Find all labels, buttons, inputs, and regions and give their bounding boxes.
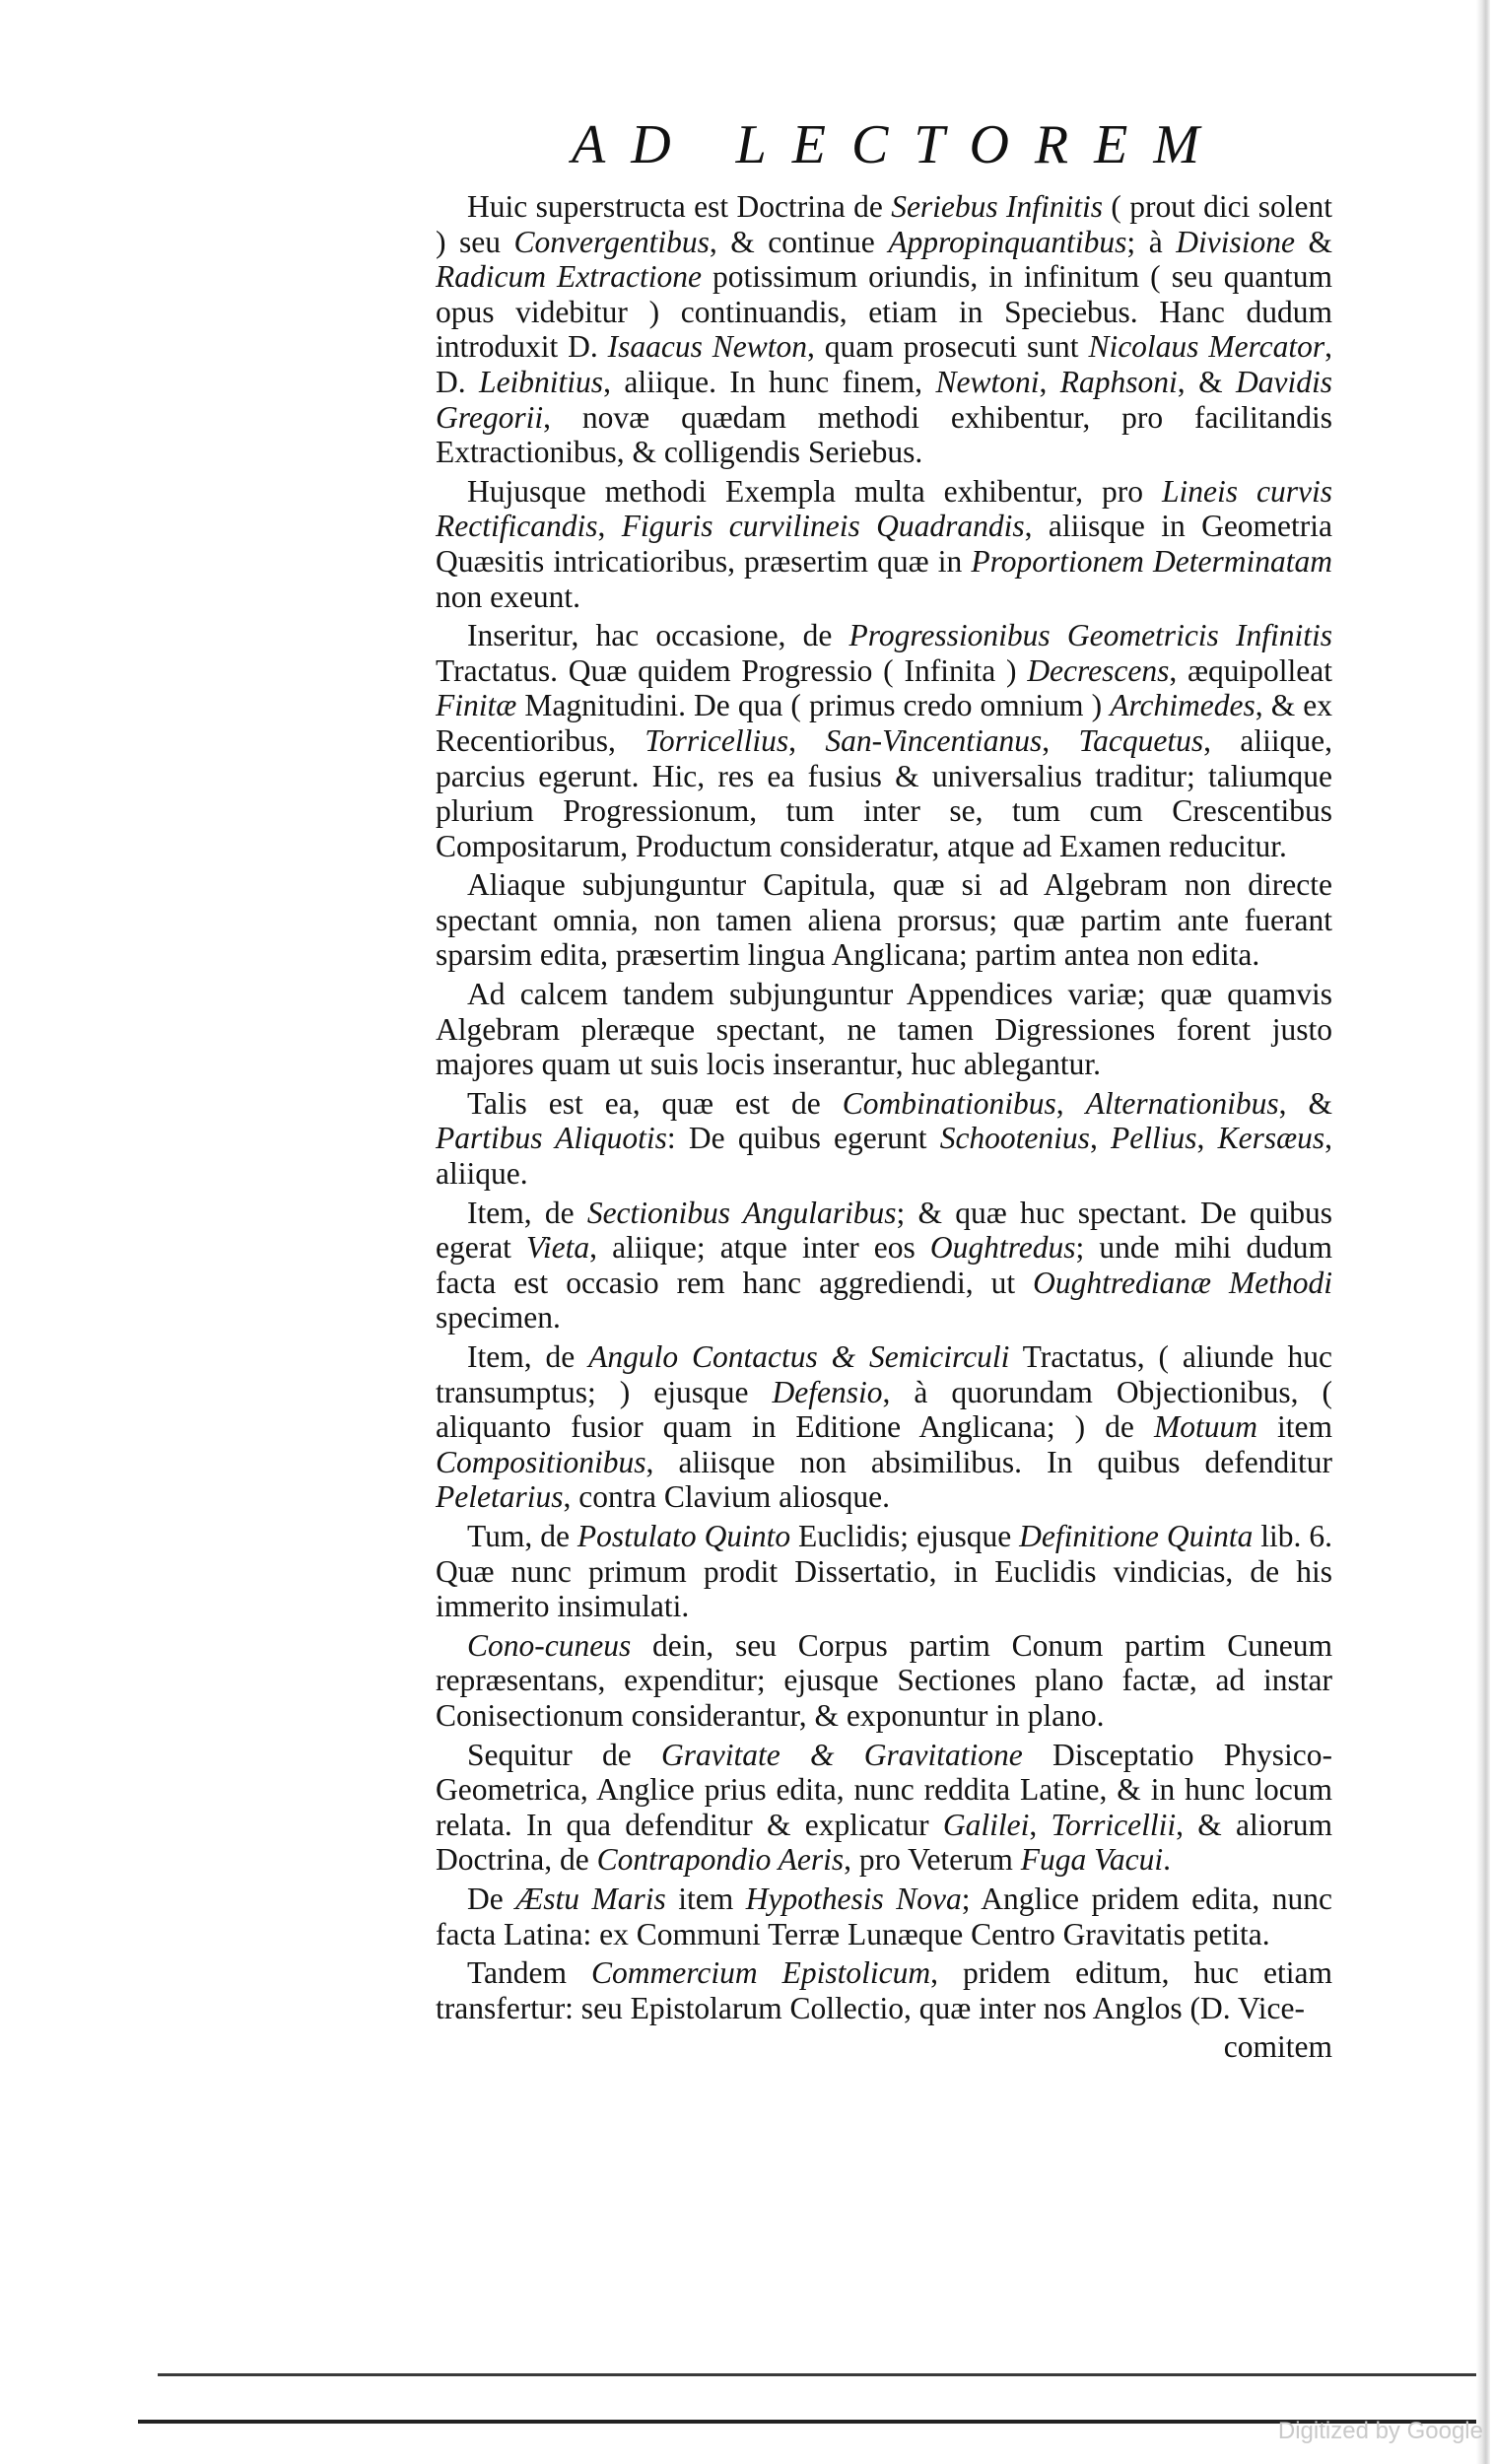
- italic-term: Peletarius: [436, 1479, 564, 1515]
- italic-term: Isaacus Newton: [607, 329, 808, 365]
- text-run: , &: [1177, 364, 1236, 399]
- italic-term: San-Vincentianus: [825, 722, 1043, 758]
- text-run: ,: [1039, 364, 1060, 399]
- italic-term: Combinationibus: [842, 1085, 1056, 1121]
- italic-term: Archimedes: [1110, 688, 1255, 723]
- text-run: ,: [1089, 1121, 1112, 1156]
- paragraph: [436, 618, 1332, 863]
- italic-term: Vieta: [526, 1230, 590, 1266]
- paragraph: [436, 1196, 1332, 1335]
- text-run: , à quorundam Objectionibus, ( aliquanto fusior quam in Editione Anglicana; ) de: [436, 1374, 1332, 1445]
- text-run: dein, seu Corpus partim Conum partim Cuneum repræsentans, expenditur; ejusque Sectiones plano factæ, ad instar Conisectionum considerantur, & exponuntur in plano.: [436, 1627, 1332, 1733]
- italic-term: Seriebus Infinitis: [891, 189, 1104, 224]
- page-edge-shadow: [1476, 0, 1490, 2464]
- catchword: comitem: [1223, 2029, 1332, 2065]
- italic-term: Schootenius: [939, 1121, 1090, 1156]
- text-run: , aliique.: [436, 1121, 1333, 1192]
- text-run: Inseritur, hac occasione, de: [467, 618, 849, 653]
- text-run: non exeunt.: [436, 579, 580, 614]
- text-run: specimen.: [436, 1300, 561, 1335]
- italic-term: Hypothesis Nova: [745, 1881, 962, 1916]
- italic-term: Postulato Quinto: [577, 1518, 791, 1553]
- text-run: , æquipolleat: [1169, 652, 1332, 688]
- italic-term: Kersæus: [1217, 1121, 1325, 1156]
- text-run: .: [1163, 1842, 1172, 1878]
- text-run: Aliaque subjunguntur Capitula, quæ si ad Algebram non directe spectant omnia, non tamen aliena prorsus; quæ partim ante fuerant sparsim edita, præsertim lingua Anglicana; partim antea non edita.: [436, 867, 1332, 973]
- paragraph: [436, 1955, 1332, 2025]
- italic-term: Radicum Extractione: [436, 259, 702, 295]
- text-run: Sequitur de: [467, 1737, 662, 1772]
- text-run: : De quibus egerunt: [666, 1121, 940, 1156]
- italic-term: Decrescens: [1027, 652, 1170, 688]
- bottom-rule: [158, 2373, 1483, 2376]
- text-run: Tum, de: [467, 1518, 577, 1553]
- paragraph: [436, 189, 1332, 470]
- italic-term: Commercium Epistolicum: [591, 1955, 931, 1991]
- italic-term: Tacquetus: [1078, 722, 1204, 758]
- paragraph: [436, 1628, 1332, 1734]
- italic-term: Davidis Gregorii: [436, 364, 1332, 435]
- text-run: Disceptatio Physico-Geometrica, Anglice prius edita, nunc reddita Latine, & in hunc locum relata. In qua defenditur & explicatur: [436, 1737, 1332, 1842]
- text-run: , & continue: [709, 224, 889, 259]
- text-run: ,: [1029, 1807, 1052, 1842]
- text-run: , quam prosecuti sunt: [807, 329, 1089, 365]
- page-title: AD LECTOREM: [572, 114, 1225, 175]
- italic-term: Appropinquantibus: [888, 224, 1127, 259]
- italic-term: Figuris curvilineis Quadrandis: [621, 509, 1025, 544]
- italic-term: Pellius: [1111, 1121, 1197, 1156]
- paragraph: [436, 1738, 1332, 1878]
- italic-term: Oughtredus: [929, 1230, 1076, 1266]
- text-run: , & ex Recentioribus,: [436, 688, 1333, 758]
- body-text: [436, 189, 1332, 2065]
- italic-term: Definitione Quinta: [1019, 1518, 1254, 1553]
- text-run: ,: [1042, 722, 1079, 758]
- text-run: ( prout dici solent ) seu: [436, 189, 1332, 259]
- text-run: Ad calcem tandem subjunguntur Appendices variæ; quæ quamvis Algebram pleræque spectant, ne tamen Digressiones forent justo majores quam ut suis locis inserantur, huc ablegantur.: [436, 977, 1332, 1082]
- italic-term: Contrapondio Aeris: [596, 1842, 845, 1878]
- text-run: , aliique; atque inter eos: [589, 1230, 930, 1266]
- text-run: ; unde mihi dudum facta est occasio rem hanc aggrediendi, ut: [436, 1230, 1332, 1300]
- digitization-watermark: Digitized by Google: [1277, 2418, 1483, 2444]
- italic-term: Defensio: [772, 1374, 883, 1409]
- paragraph: [436, 1339, 1332, 1515]
- italic-term: Raphsoni: [1059, 364, 1178, 399]
- italic-term: Galilei: [942, 1807, 1030, 1842]
- text-run: , novæ quædam methodi exhibentur, pro facilitandis Extractionibus, & colligendis Seriebus.: [436, 399, 1332, 470]
- text-run: Tractatus. Quæ quidem Progressio ( Infinita ): [436, 652, 1028, 688]
- italic-term: Gravitate & Gravitatione: [661, 1737, 1023, 1772]
- italic-term: Alternationibus: [1085, 1085, 1279, 1121]
- text-run: item: [665, 1881, 746, 1916]
- text-run: Item, de: [467, 1339, 589, 1374]
- text-run: item: [1256, 1409, 1332, 1445]
- text-run: , D.: [436, 329, 1333, 399]
- text-run: ,: [1055, 1085, 1086, 1121]
- paragraph: [436, 977, 1332, 1082]
- text-run: , aliique. In hunc finem,: [603, 364, 936, 399]
- text-run: Hujusque methodi Exempla multa exhibentur, pro: [467, 473, 1162, 509]
- text-run: ,: [597, 509, 622, 544]
- italic-term: Æstu Maris: [515, 1881, 666, 1916]
- italic-term: Torricellii: [1051, 1807, 1177, 1842]
- paragraph: [436, 1882, 1332, 1951]
- paragraph: [436, 474, 1332, 614]
- text-run: , aliisque in Geometria Quæsitis intricatioribus, præsertim quæ in: [436, 509, 1333, 579]
- paragraph: [436, 1519, 1332, 1624]
- text-run: Magnitudini. De qua ( primus credo omnium ): [516, 688, 1111, 723]
- text-run: Talis est ea, quæ est de: [467, 1085, 843, 1121]
- text-run: , &: [1278, 1085, 1332, 1121]
- italic-term: Oughtredianæ Methodi: [1033, 1265, 1332, 1300]
- text-run: , aliisque non absimilibus. In quibus defenditur: [645, 1444, 1332, 1479]
- paragraph: [436, 867, 1332, 973]
- italic-term: Newtoni: [935, 364, 1040, 399]
- text-run: Tandem: [467, 1955, 592, 1991]
- text-run: , pridem editum, huc etiam transfertur: seu Epistolarum Collectio, quæ inter nos Anglos (D. Vice-: [436, 1955, 1332, 2025]
- italic-term: Leibnitius: [479, 364, 604, 399]
- text-run: Euclidis; ejusque: [790, 1518, 1020, 1553]
- italic-term: Finitæ: [436, 688, 517, 723]
- text-run: , contra Clavium aliosque.: [563, 1479, 891, 1515]
- text-run: ,: [788, 722, 826, 758]
- text-run: ; Anglice pridem edita, nunc facta Latina: ex Communi Terræ Lunæque Centro Gravitatis petita.: [436, 1881, 1332, 1951]
- italic-term: Cono-cuneus: [467, 1627, 632, 1663]
- italic-term: Proportionem Determinatam: [971, 543, 1332, 579]
- italic-term: Partibus Aliquotis: [436, 1121, 667, 1156]
- italic-term: Progressionibus Geometricis Infinitis: [848, 618, 1332, 653]
- text-run: &: [1294, 224, 1333, 259]
- italic-term: Sectionibus Angularibus: [586, 1195, 897, 1230]
- italic-term: Divisione: [1176, 224, 1295, 259]
- text-run: lib. 6. Quæ nunc primum prodit Dissertatio, in Euclidis vindicias, de his immerito insimulati.: [436, 1518, 1332, 1624]
- italic-term: Angulo Contactus & Semicirculi: [588, 1339, 1010, 1374]
- italic-term: Motuum: [1153, 1409, 1257, 1445]
- text-run: ,: [1196, 1121, 1218, 1156]
- text-run: Item, de: [467, 1195, 587, 1230]
- text-run: De: [467, 1881, 516, 1916]
- italic-term: Convergentibus: [513, 224, 710, 259]
- text-run: Huic superstructa est Doctrina de: [467, 189, 892, 224]
- italic-term: Torricellius: [645, 722, 789, 758]
- text-run: , & aliorum Doctrina, de: [436, 1807, 1333, 1878]
- italic-term: Fuga Vacui: [1020, 1842, 1164, 1878]
- text-run: Tractatus, ( aliunde huc transumptus; ) ejusque: [436, 1339, 1332, 1409]
- paragraph: [436, 1086, 1332, 1192]
- italic-term: Compositionibus: [436, 1444, 646, 1479]
- text-run: potissimum oriundis, in infinitum ( seu quantum opus videbitur ) continuandis, etiam in Speciebus. Hanc dudum introduxit D.: [436, 259, 1332, 365]
- italic-term: Nicolaus Mercator: [1088, 329, 1325, 365]
- text-run: , pro Veterum: [844, 1842, 1021, 1878]
- italic-term: Lineis curvis Rectificandis: [436, 473, 1332, 544]
- text-run: , aliique, parcius egerunt. Hic, res ea fusius & universalius traditur; taliumque plurium Progressionum, tum inter se, tum cum Crescentibus Compositarum, Productum consideratur, atque ad Examen reducitur.: [436, 722, 1333, 863]
- text-run: ; à: [1126, 224, 1177, 259]
- text-run: ; & quæ huc spectant. De quibus egerat: [436, 1195, 1332, 1266]
